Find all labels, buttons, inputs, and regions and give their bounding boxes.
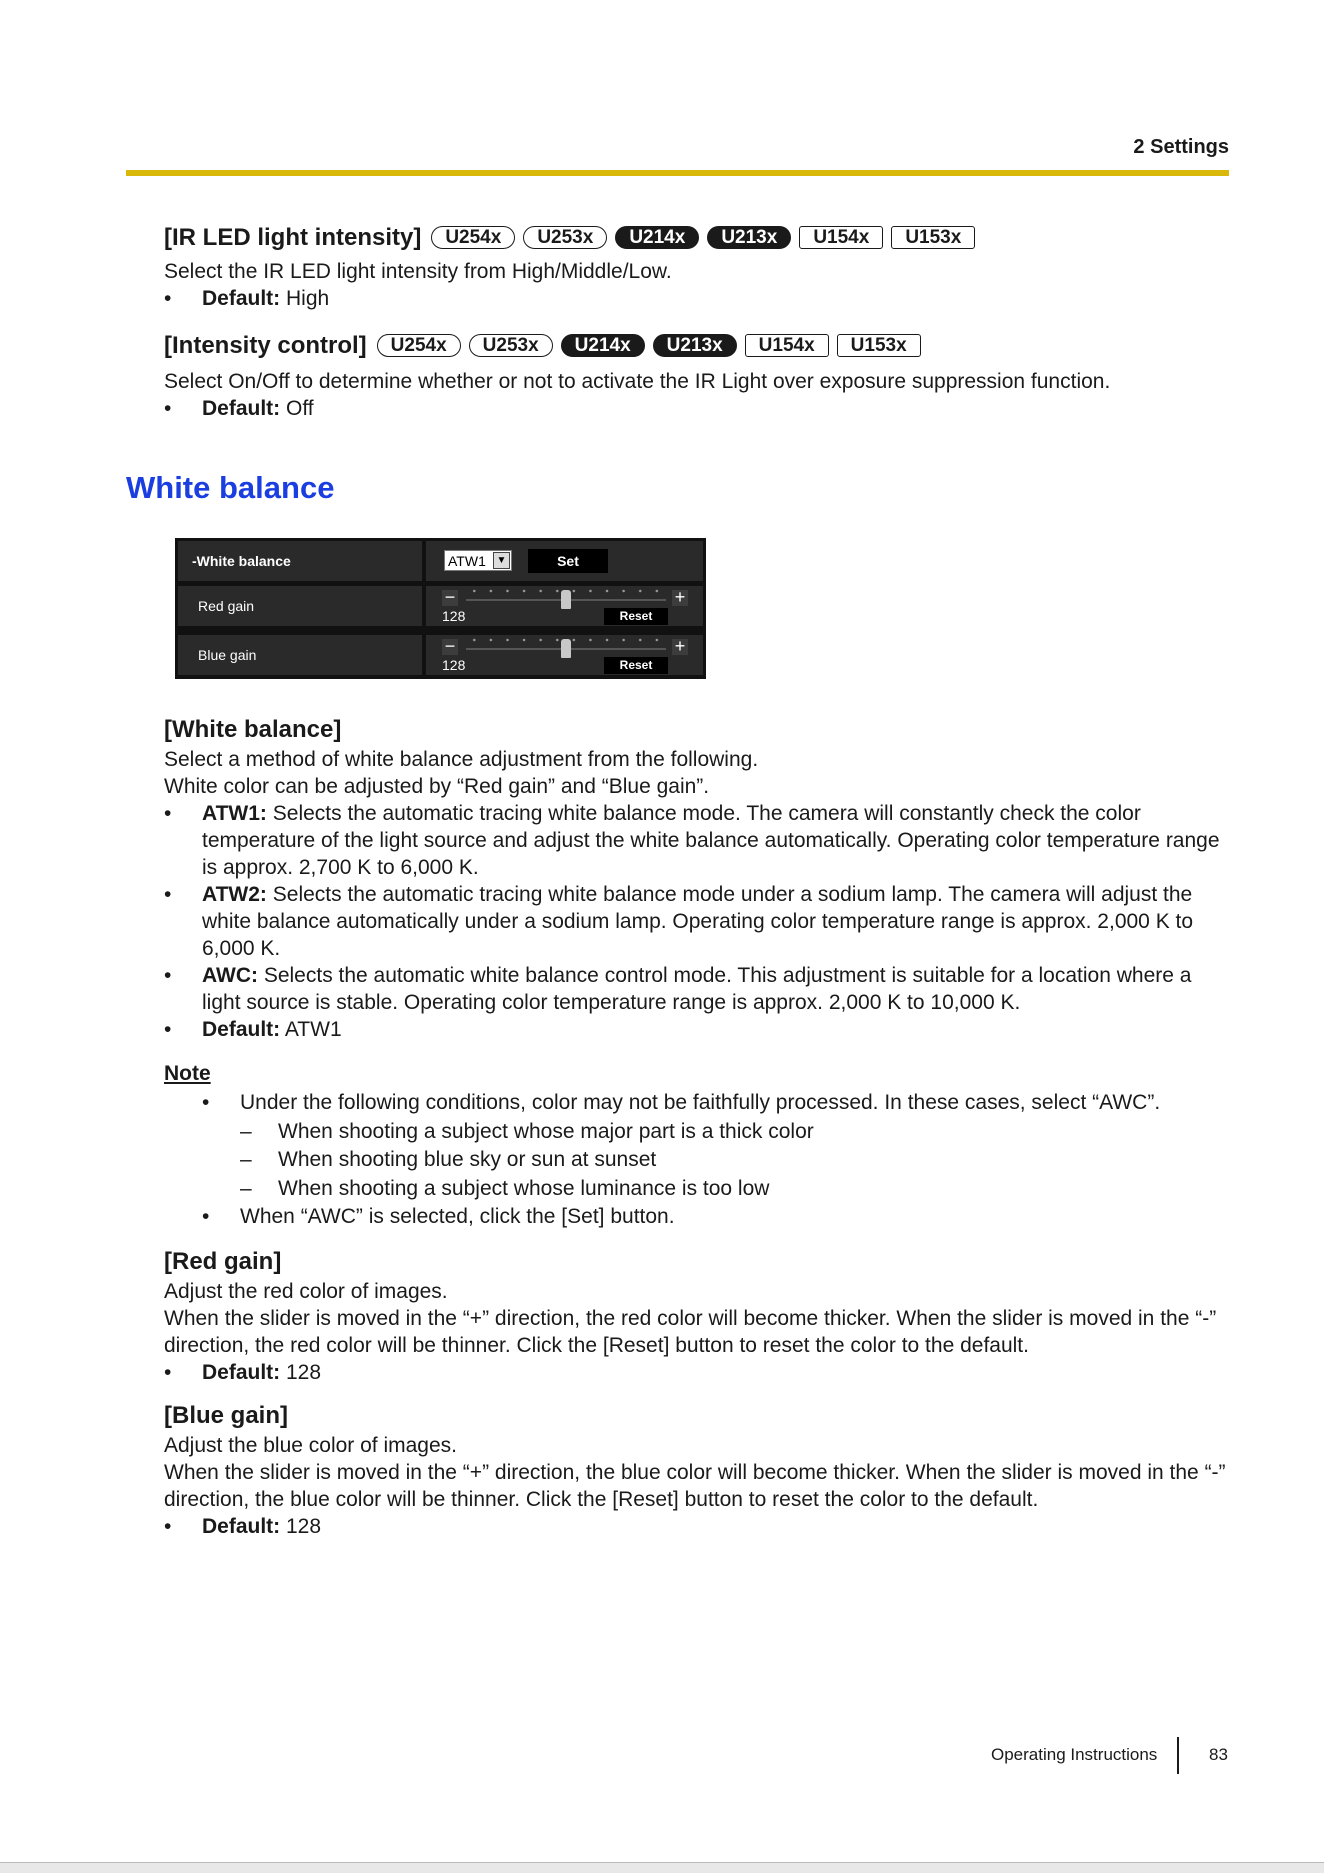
- page-number: 83: [1209, 1745, 1228, 1764]
- wb-awc: • AWC: Selects the automatic white balance control mode. This adjustment is suitable for a location where a light source is stable. Operating color temperature range is approx. 2,000 K to 10,000 K.: [164, 962, 1234, 1016]
- model-badge: U253x: [469, 334, 553, 357]
- section-title: White balance: [126, 470, 335, 505]
- model-badge: U214x: [561, 334, 645, 357]
- note-subitem: – When shooting a subject whose major part is a thick color: [164, 1118, 1234, 1147]
- wb-atw2: • ATW2: Selects the automatic tracing white balance mode under a sodium lamp. The camera will adjust the white balance automatically under a sodium lamp. Operating color temperature range is approx. 2,000 K to 6,000 K.: [164, 881, 1234, 962]
- model-badge: U154x: [799, 226, 883, 249]
- blue-gain-title: [Blue gain]: [164, 1401, 288, 1429]
- model-badge: U153x: [891, 226, 975, 249]
- red-gain-line2: When the slider is moved in the “+” direction, the red color will become thicker. When the slider is moved in the “-” direction, the red color will be thinner. Click the [Reset] button to reset the color to the default.: [164, 1306, 1217, 1357]
- note-heading: Note: [164, 1062, 211, 1085]
- model-badge: U153x: [837, 334, 921, 357]
- blue-gain-line2: When the slider is moved in the “+” direction, the blue color will become thicker. When the slider is moved in the “-” direction, the blue color will be thinner. Click the [Reset] button to reset the color to the default.: [164, 1460, 1226, 1511]
- note-subitem: – When shooting blue sky or sun at sunset: [164, 1146, 1234, 1175]
- red-gain-reset-button[interactable]: Reset: [604, 608, 668, 625]
- model-badge: U254x: [377, 334, 461, 357]
- blue-gain-line1: Adjust the blue color of images.: [164, 1433, 457, 1457]
- model-badge: U154x: [745, 334, 829, 357]
- footer-doc-title: Operating Instructions: [991, 1745, 1158, 1764]
- plus-button[interactable]: +: [672, 639, 688, 655]
- model-badge: U254x: [431, 226, 515, 249]
- red-gain-line1: Adjust the red color of images.: [164, 1279, 448, 1303]
- wb-mode-row: [178, 541, 703, 581]
- ir-led-default: • Default: High: [164, 285, 1234, 312]
- header-rule: [126, 170, 1229, 176]
- chevron-down-icon[interactable]: ▼: [493, 552, 510, 569]
- blue-gain-default: • Default: 128: [164, 1513, 1234, 1540]
- blue-gain-slider-thumb[interactable]: [561, 639, 571, 658]
- red-gain-slider-thumb[interactable]: [561, 590, 571, 609]
- ir-led-title: [IR LED light intensity]: [164, 223, 422, 251]
- red-gain-label: Red gain: [178, 586, 422, 626]
- blue-gain-reset-button[interactable]: Reset: [604, 657, 668, 674]
- plus-button[interactable]: +: [672, 590, 688, 606]
- set-button[interactable]: Set: [528, 549, 608, 573]
- footer-divider: [1177, 1737, 1179, 1774]
- ir-section: [164, 220, 1234, 422]
- wb-mode-label: -White balance: [178, 541, 422, 581]
- note-subitem: – When shooting a subject whose luminance is too low: [164, 1175, 1234, 1204]
- wb-mode-value: ATW1: [448, 553, 486, 569]
- note-item: • When “AWC” is selected, click the [Set] button.: [164, 1203, 1234, 1232]
- wb-atw1: • ATW1: Selects the automatic tracing white balance mode. The camera will constantly check the color temperature of the light source and adjust the white balance automatically. Operating color temperature range is approx. 2,700 K to 6,000 K.: [164, 800, 1234, 881]
- blue-gain-label: Blue gain: [178, 635, 422, 675]
- red-gain-value: 128: [442, 608, 466, 624]
- minus-button[interactable]: −: [442, 590, 458, 606]
- intensity-desc: Select On/Off to determine whether or not to activate the IR Light over exposure suppression function.: [164, 370, 1111, 393]
- model-badge: U213x: [707, 226, 791, 249]
- intensity-heading: [164, 328, 1234, 362]
- model-badge: U253x: [523, 226, 607, 249]
- red-gain-controls: [426, 586, 703, 626]
- wb-default: • Default: ATW1: [164, 1016, 1234, 1043]
- ir-led-desc: Select the IR LED light intensity from High/Middle/Low.: [164, 260, 672, 283]
- red-gain-default: • Default: 128: [164, 1359, 1234, 1386]
- blue-gain-value: 128: [442, 657, 466, 673]
- note-item: • Under the following conditions, color may not be faithfully processed. In these cases, select “AWC”.: [164, 1089, 1234, 1118]
- intensity-title: [Intensity control]: [164, 331, 367, 359]
- intensity-default: • Default: Off: [164, 395, 1234, 422]
- model-badge: U214x: [615, 226, 699, 249]
- wb-line1: Select a method of white balance adjustment from the following.: [164, 748, 759, 771]
- blue-gain-row: [178, 635, 703, 675]
- wb-mode-controls: [426, 541, 703, 581]
- minus-button[interactable]: −: [442, 639, 458, 655]
- ir-led-heading: [164, 220, 1234, 254]
- blue-gain-controls: [426, 635, 703, 675]
- wb-mode-select[interactable]: [444, 550, 512, 571]
- wb-title: [White balance]: [164, 716, 342, 743]
- model-badge: U213x: [653, 334, 737, 357]
- page-bottom-edge: [0, 1862, 1324, 1873]
- red-gain-row: [178, 586, 703, 626]
- wb-description: [164, 714, 1234, 1540]
- chapter-label: 2 Settings: [1133, 136, 1229, 158]
- wb-line2: White color can be adjusted by “Red gain” and “Blue gain”.: [164, 775, 710, 798]
- white-balance-panel: [175, 538, 706, 679]
- red-gain-title: [Red gain]: [164, 1247, 282, 1275]
